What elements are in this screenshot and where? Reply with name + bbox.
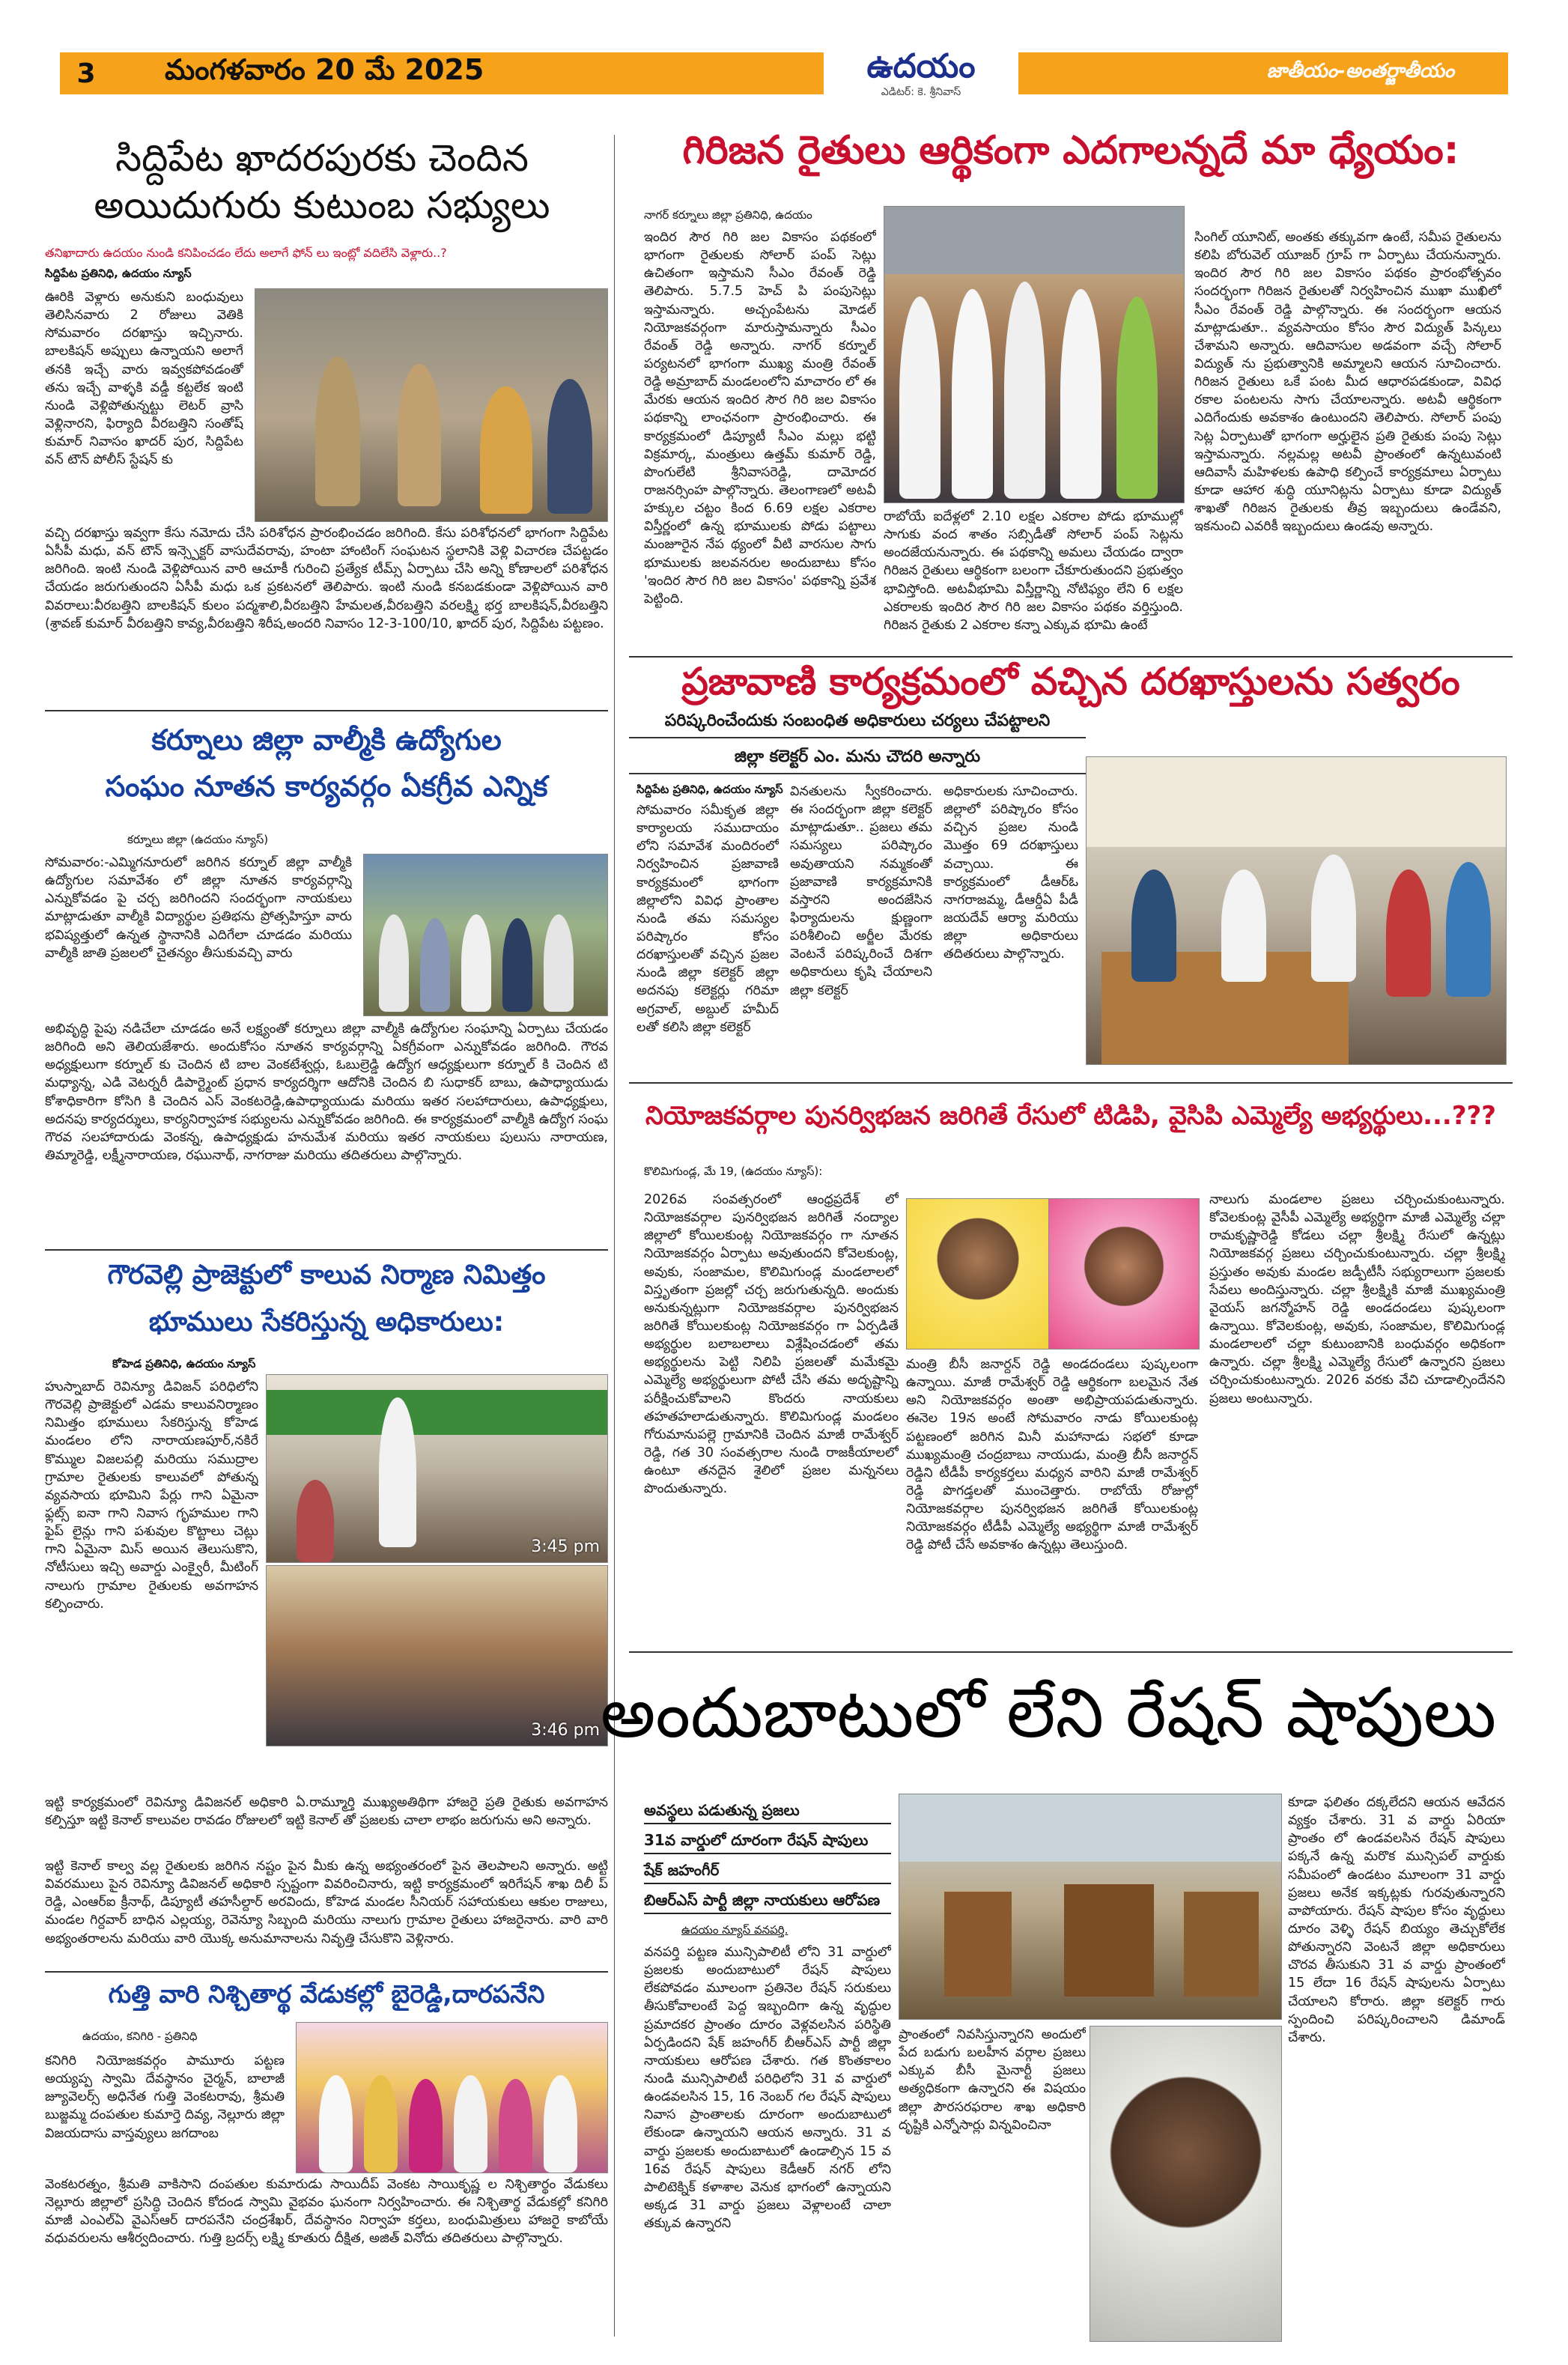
siddipet-photo bbox=[255, 288, 608, 522]
masthead-band-left bbox=[764, 52, 824, 94]
ration-body-col1: వనపర్తి పట్టణ మున్సిపాలిటీ లోని 31 వార్డులో ప్రజలకు అందుబాటులో రేషన్ షాపులు లేకపోవడం మూలంగా ప్రతినెల రేషన్ సరుకులు తీసుకోవాలంటే పెద్ద ఇబ్బందిగా ఉన్న వృద్ధుల ప్రమాదకర ప్రాంతం దూరం వెళ్లవలసిన పరిస్థితి ఏర్పడిందని షేక్ జహంగీర్ బీఆర్ఎస్ పార్టీ జిల్లా నాయకులు ఆరోపణ చేశారు. గత కొంతకాలం నుండి మున్సిపాలిటీ పరిధిలోని 31 వ వార్డులో ఉండవలసిన 15, 16 నెంబర్ గల రేషన్ షాపులు నివాస ప్రాంతాలకు దూరంగా అందుబాటులో లేకుండా ఉన్నాయని ఆయన అన్నారు. 31 వ వార్డు ప్రజలకు అందుబాటులో ఉండాల్సిన 15 వ 16వ రేషన్ షాపులు కెడీఆర్ నగర్ లోని పాలిటెక్నిక్ కళాశాల వెనుక భాగంలో ఉన్నాయని అక్కడ 31 వార్డు ప్రజలు వెళ్లాలంటే చాలా తక్కువ ఉన్నారని bbox=[644, 1945, 891, 2232]
logo-name: ఉదయం bbox=[866, 46, 976, 85]
gouravelli-body-mid: ఇట్టి కార్యక్రమంలో రెవిన్యూ డివిజనల్ అధికారి ఏ.రామ్మూర్తి ముఖ్యఅతిథిగా హాజరై ప్రతి రైతుకు అవగాహన కల్పిస్తూ ఇట్టి కెనాల్ కాలువల రావడం రోజులలో ఇట్టి కెనాల్ తో ప్రజలకు చాలా లాభం జరుగును అని అన్నారు. bbox=[45, 1795, 608, 1829]
prajavani-headline: ప్రజావాణి కార్యక్రమంలో వచ్చిన దరఖాస్తులను సత్వరం bbox=[681, 660, 1460, 703]
prajavani-body-col3: అధికారులకు సూచించారు. జిల్లాలో పరిష్కారం కోసం వచ్చిన ప్రజల నుండి మొత్తం 69 దరఖాస్తులు వచ్చాయి. ఈ కార్యక్రమంలో డీఆర్ఓ నాగరాజమ్మ, డీఆర్డీఏ పీడీ జయదేవ్ ఆర్యా మరియు జిల్లా అధికారులు తదితరులు పాల్గొన్నారు. bbox=[943, 784, 1078, 962]
tdp-candidate-photo-2 bbox=[1048, 1198, 1200, 1350]
gouravelli-photo-2 bbox=[266, 1565, 608, 1746]
gouravelli-headline-line1: గౌరవెల్లి ప్రాజెక్టులో కాలువ నిర్మాణ నిమిత్తం bbox=[107, 1260, 546, 1290]
ration-body-col3: కూడా ఫలితం దక్కలేదని ఆయన ఆవేదన వ్యక్తం చేశారు. 31 వ వార్డు ఏరియా ప్రాంతం లో ఉండవలసిన రేషన్ షాపులు పక్కనే ఉన్న మరొక మున్సిపల్ వార్డుకు సమీపంలో ఉండటం మూలంగా 31 వార్డు ప్రజలు అనేక ఇక్కట్లకు గురవుతున్నారని వాపోయారు. రేషన్ షాపుల కోసం వృద్ధులు దూరం వెళ్ళి రేషన్ బియ్యం తెచ్చుకోలేక పోతున్నారని వెంటనే జిల్లా అధికారులు చొరవ తీసుకుని 31 వ వార్డు ప్రాంతంలో 15 లేదా 16 రేషన్ షాపులను ఏర్పాటు చేయాలని కోరారు. జిల్లా కలెక్టర్ గారు స్పందించి పరిష్కరించాలని డిమాండ్ చేశారు. bbox=[1288, 1795, 1505, 2045]
divider bbox=[629, 656, 1513, 658]
siddipet-subhead: తనిఖాదారు ఉదయం నుండి కనిపించడం లేదు అలాగే ఫోన్ లు ఇంట్లో వదిలేసి వెళ్లారు..? bbox=[45, 246, 447, 260]
girijana-body-col2: రాబోయే ఐదేళ్లలో 2.10 లక్షల ఎకరాల పోడు భూముల్లో సాగుకు వంద శాతం సబ్సిడీతో సోలార్ పంప్ సెట్లను అందజేయనున్నారు. ఈ పథకాన్ని అమలు చేయడం ద్వారా గిరిజన రైతులు ఆర్థికంగా బలంగా చేకూరుతుందని ప్రభుత్వం భావిస్తోంది. అటవీభూమి విస్తీర్ణాన్ని నోటిఫ్యం లేని 6 లక్షల ఎకరాలకు ఇందిర సౌర గిరి జల వికాసం పథకం వర్తిస్తుంది. గిరిజన రైతుకు 2 ఎకరాల కన్నా ఎక్కువ భూమి ఉంటే bbox=[884, 509, 1183, 633]
ration-body-col2: ప్రాంతంలో నివసిస్తున్నారని అందులో పేద బడుగు బలహీన వర్గాల ప్రజలు ఎక్కువ బీసీ మైనార్టీ ప్రజలు అత్యధికంగా ఉన్నారని ఈ విషయం జిల్లా పౌరసరఫరాల శాఖ అధికారి దృష్టికి ఎన్నోసార్లు విన్నవించినా bbox=[899, 2027, 1086, 2133]
siddipet-headline-line1: సిద్దిపేట ఖాదరపురకు చెందిన bbox=[115, 136, 529, 180]
siddipet-body-wide: వచ్చి దరఖాస్తు ఇవ్వగా కేసు నమోదు చేసి పరిశోధన ప్రారంభించడం జరిగింది. కేసు పరిశోధనలో భాగంగా సిద్దిపేట ఏసీపీ మధు, వన్ టౌన్ ఇన్స్పెక్టర్ వాసుదేవరావు, హంటా హాంటింగ్ సంఘటన స్థలానికి వెళ్లి విచారణ చేపట్టడం జరిగింది. ఇంటి నుండి వెళ్లిపోయిన వారి ఆచూకీ గురించి ప్రత్యేక టీమ్స్ ఏర్పాటు చేసి అన్ని కోణాలలో పరిశోధన చేయడం జరుగుతుందని ఏసీపీ మధు ఒక ప్రకటనలో తెలిపారు. ఇంటి నుండి కనబడకుండా వెళ్లిపోయిన వారి వివరాలు:వీరబత్తిని బాలకిషన్ కులం పద్మశాలి,వీరబత్తిని హేమలత,వీరబత్తిని వరలక్ష్మి భర్త బాలకిషన్,వీరబత్తిని (శ్రావణ్ కుమార్ వీరబత్తిని కావ్య,వీరబత్తిని శిరీష,అందరి నివాసం 12-3-100/10, ఖాదర్ పుర, సిద్దిపేట పట్టణం. bbox=[45, 526, 608, 631]
guthi-photo bbox=[296, 2022, 608, 2173]
siddipet-headline-line2: అయిదుగురు కుటుంబ సభ్యులు bbox=[94, 183, 550, 227]
ration-subhead-2: 31వ వార్డులో దూరంగా రేషన్ షాపులు bbox=[644, 1831, 891, 1854]
siddipet-body-col: ఊరికి వెళ్లారు అనుకుని బంధువులు తెలిసినవారు 2 రోజులు వెతికి సోమవారం దరఖాస్తు ఇచ్చినారు. బాలకిషన్ అప్పులు ఉన్నాయని అలాగే తనకి ఇచ్చే వారు ఇవ్వకపోవడంతో తను ఇచ్చే వాళ్ళకి వడ్డీ కట్టలేక ఇంటి నుండి వెళ్లిపోతున్నట్టు లెటర్ వ్రాసి వెళ్లినారని, ఫిర్యాది వీరబత్తిని సంతోష్ కుమార్ నివాసం ఖాదర్ పుర, సిద్దిపేట వన్ టౌన్ పోలీస్ స్టేషన్ కు bbox=[45, 290, 243, 468]
girijana-byline: నాగర్ కర్నూలు జిల్లా ప్రతినిధి, ఉదయం bbox=[644, 208, 812, 222]
page-number: 3 bbox=[60, 52, 112, 94]
issue-date: మంగళవారం 20 మే 2025 bbox=[112, 52, 764, 94]
gouravelli-photo-2-time: 3:46 pm bbox=[531, 1721, 600, 1740]
kurnool-body-col: సోమవారం:-ఎమ్మిగనూరులో జరిగిన కర్నూల్ జిల్లా వాల్మీకి ఉద్యోగుల సమావేశం లో జిల్లా నూతన కార్యవర్గాన్ని ఎన్నుకోవడం పై చర్చ జరిగిందని సందర్భంగా నాయకులు మాట్లాడుతూ వాల్మీకి విద్యార్థుల ప్రతిభను ప్రోత్సహిస్తూ వారు భవిష్యత్తులో ఉన్నత స్థానానికి ఎదిగేలా చూడడం మరియు వాల్మీకి జాతి ప్రజలలో చైతన్యం తీసుకువచ్చి వారు bbox=[45, 855, 352, 961]
column-divider bbox=[614, 135, 615, 2337]
ration-subhead-4: బిఆర్ఎస్ పార్టీ జిల్లా నాయకులు ఆరోపణ bbox=[644, 1891, 891, 1914]
prajavani-photo bbox=[1086, 756, 1507, 1065]
kurnool-photo bbox=[363, 854, 608, 1016]
prajavani-body-col2: వినతులను స్వీకరించారు. ఈ సందర్భంగా జిల్లా కలెక్టర్ మాట్లాడుతూ.. ప్రజలు తమ సమస్యలు పరిష్కారం అవుతాయని నమ్మకంతో ప్రజావాణి కార్యక్రమానికి వస్తారని అందజేసిన ఫిర్యాదులను క్షుణ్ణంగా పరిశీలించి అర్జీల మేరకు వెంటనే పరిష్కరించే దిశగా అధికారులు కృషి చేయాలని జిల్లా కలెక్టర్ bbox=[790, 784, 932, 998]
ration-headline: అందుబాటులో లేని రేషన్ షాపులు bbox=[600, 1673, 1497, 1753]
tdp-byline: కొలిమిగుండ్ల, మే 19, (ఉదయం న్యూస్): bbox=[644, 1165, 823, 1178]
girijana-body-col3: సింగిల్ యూనిట్, అంతకు తక్కువగా ఉంటే, సమీప రైతులను కలిపి బోరువెల్ యూజర్ గ్రూప్ గా ఏర్పాటు చేయనున్నారు. ఇందిర సౌర గిరి జల వికాసం పథకం ప్రారంభోత్సవం సందర్భంగా గిరిజన రైతులతో నిర్వహించిన ముఖా ముఖిలో సీఎం రేవంత్ రెడ్డి పాల్గొన్నారు. ఈ సందర్భంగా ఆయన మాట్లాడుతూ.. వ్యవసాయం కోసం సౌర విద్యుత్ పిన్కలు చేశామని అన్నారు. ఆదివాసుల అడవంగా వచ్చే సోలార్ విద్యుత్ ను ప్రభుత్వానికి అమ్మాలని ఆయన సూచించారు. గిరిజన రైతులు ఒకే పంట మీద ఆధారపడకుండా, వివిధ రకాల పంటలను సాగు చేయాలన్నారు. అటవీ ఆర్థికంగా ఎదిగేందుకు అవకాశం ఉంటుందని తెలిపారు. సోలార్ పంపు సెట్ల ఏర్పాటుతో భాగంగా అర్హులైన ప్రతి రైతుకు పంపు సెట్లు ఇస్తామన్నారు. నల్లమల్ల అటవీ ప్రాంతంలో ఉన్నటువంటి ఆదివాసీ మహిళలకు ఉపాధి కల్పించే కార్యక్రమాలు ఏర్పాటు కూడా ఆహార శుద్ధి యూనిట్లను ఏర్పాటు కూడా విద్యుత్ శాఖతో గిరిజన రైతులకు తీవ్ర ఇబ్బందులు ఉండేవని, ఇకనుంచి ఎవరికీ ఇబ్బందులు ఉండవు అన్నారు. bbox=[1194, 230, 1501, 535]
divider bbox=[45, 1249, 608, 1251]
tdp-body-col1: 2026వ సంవత్సరంలో ఆంధ్రప్రదేశ్ లో నియోజకవర్గాల పునర్విభజన జరిగితే నంద్యాల జిల్లాలో కోయిలకుంట్ల నియోజకవర్గం గా నూతన నియోజకవర్గం ఏర్పాటు అవుతుందని కోవెలకుంట్ల, అవుకు, సంజామల, కొలిమిగుండ్ల మండలాలలో విస్తృతంగా ప్రజల్లో చర్చ జరుగుతున్నది. అందుకు అనుకున్నట్లుగా నియోజకవర్గాల పునర్విభజన జరిగితే కోయిలకుంట్ల నియోజకవర్గం గా ఏర్పడితే అభ్యర్థుల బలాబలాలు విశ్లేషించడంలో తమ అభ్యర్థులను పెట్టి నిలిపి ప్రజలతో మమేకమై ఎమ్మెల్యే అభ్యర్థులుగా పోటీ చేసి తమ అదృష్టాన్ని పరీక్షించుకోవాలని కొందరు నాయకులు తహతహలాడుతున్నారు. కొలిమిగుండ్ల మండలం గోరుమానుపల్లె గ్రామానికి చెందిన మాజీ రామేశ్వర్ రెడ్డి, గత 30 సంవత్సరాల నుండి రాజకీయాలలో ఉంటూ తనదైన శైలిలో ప్రజల మన్ననలు పొందుతున్నారు. bbox=[644, 1192, 899, 1497]
ration-byline: ఉదయం న్యూస్ వనపర్తి. bbox=[681, 1923, 788, 1937]
gouravelli-body-col: హుస్నాబాద్ రెవిన్యూ డివిజన్ పరిధిలోని గౌరవెల్లి ప్రాజెక్టులో ఎడమ కాలువనిర్మాణం నిమిత్తం భూములు సేకరిస్తున్న కోహెడ మండలం లోని నారాయణపూర్,నకిరే కొమ్ముల విజలపల్లి మరియు సముద్రాల గ్రామాల రైతులకు కాలువలో పోతున్న వ్యవసాయ భూమిని పేర్లు గాని ఏమైనా ఫ్లట్స్ ఐనా గాని నివాస గృహముల గాని ఫైప్ లైన్లు గాని పశువుల కొట్టాలు చెట్లు గాని ఏమైనా మిస్ అయిన తెలుసుకొని, నోటీసులు ఇచ్చి అవార్డు ఎంక్వైరీ, మీటింగ్ నాలుగు గ్రామాల రైతులకు అవగాహన కల్పించారు. bbox=[45, 1379, 258, 1612]
girijana-headline: గిరిజన రైతులు ఆర్థికంగా ఎదగాలన్నదే మా ధ్యేయం: bbox=[682, 128, 1459, 173]
tdp-headline: నియోజకవర్గాల పునర్విభజన జరిగితే రేసులో టిడిపి, వైసిపి ఎమ్మెల్యే అభ్యర్థులు...??? bbox=[645, 1101, 1497, 1131]
kurnool-headline-line2: సంఘం నూతన కార్యవర్గం ఏకగ్రీవ ఎన్నిక bbox=[105, 769, 548, 803]
guthi-body-wide: వెంకటరత్నం, శ్రీమతి వాకిసాని దంపతుల కుమారుడు సాయిదీప్ వెంకట సాయికృష్ణ ల నిశ్చితార్థం వేడుకలు నెల్లూరు జిల్లాలో ప్రసిద్ధి చెందిన కోదండ స్వామి వైభవం ఘనంగా నిర్వహించారు. ఈ నిశ్చితార్థ వేడుకల్లో కనిగిరి మాజీ ఎంఎల్ఏ వైఎస్ఆర్ దారపనేని చంద్రశేఖర్, దేవస్థానం నిర్వాహ కర్తలు, బంధుమిత్రులు హాజరై కాబోయే వధువరులను ఆశీర్వదించారు. గుత్తి బ్రదర్స్ లక్ష్మి కూతురు దీక్షిత, అజిత్ వినోదు తదితరులు పాల్గొన్నారు. bbox=[45, 2177, 608, 2247]
gouravelli-headline bbox=[45, 1258, 608, 1339]
prajavani-body-col1: సోమవారం సమీకృత జిల్లా కార్యాలయ సముదాయం లోని సమావేశ మందిరంలో నిర్వహించిన ప్రజావాణి కార్యక్రమంలో భాగంగా జిల్లాలోని వివిధ ప్రాంతాల నుండి తమ సమస్యల పరిష్కారం కోసం దరఖాస్తులతో వచ్చిన ప్రజల నుండి జిల్లా కలెక్టర్ జిల్లా అదనపు కలెక్టర్లు గరిమా అగ్రవాల్, అబ్దుల్ హమీద్ లతో కలిసి జిల్లా కలెక్టర్ bbox=[636, 803, 779, 1035]
prajavani-subhead-1: పరిష్కరించేందుకు సంబంధిత అధికారులు చర్యలు చేపట్టాలని bbox=[629, 711, 1086, 738]
siddipet-byline: సిద్దిపేట ప్రతినిధి, ఉదయం న్యూస్ bbox=[45, 267, 192, 280]
kurnool-headline bbox=[45, 723, 608, 804]
prajavani-byline: సిద్దిపేట ప్రతినిధి, ఉదయం న్యూస్ bbox=[636, 783, 783, 796]
ration-shop-photo bbox=[899, 1794, 1282, 2020]
section-title: జాతీయం-అంతర్జాతీయం bbox=[1213, 52, 1508, 94]
ration-subhead-3: షేక్ జహంగీర్ bbox=[644, 1861, 891, 1884]
divider bbox=[45, 710, 608, 711]
prajavani-subhead-2: జిల్లా కలెక్టర్ ఎం. మను చౌదరి అన్నారు bbox=[629, 747, 1086, 774]
divider bbox=[629, 1082, 1513, 1084]
ration-subhead-1: అవస్థలు పడుతున్న ప్రజలు bbox=[644, 1801, 891, 1824]
gouravelli-photo-1-time: 3:45 pm bbox=[531, 1537, 600, 1556]
divider bbox=[629, 1651, 1513, 1653]
girijana-body-col1: ఇందిర సౌర గిరి జల వికాసం పథకంలో భాగంగా రైతులకు సోలార్ పంప్ సెట్లు ఉచితంగా ఇస్తామని సీఎం రేవంత్ రెడ్డి తెలిపారు. 5.7.5 హెచ్ పి పంపుసెట్లు ఇస్తామన్నారు. అచ్చంపేటను మోడల్ నియోజకవర్గంగా మారుస్తామన్నారు సీఎం రేవంత్ రెడ్డి అన్నారు. నాగర్ కర్నూల్ పర్యటనలో భాగంగా ముఖ్య మంత్రి రేవంత్ రెడ్డి అమ్రాబాద్ మండలంలోని మాచారం లో ఈ మేరకు ఆయన ఇందిర సౌర గిరి జల వికాసం పథకాన్ని లాంఛనంగా ప్రారంభించారు. ఈ కార్యక్రమంలో డిప్యూటీ సీఎం మల్లు భట్టి విక్రమార్క, మంత్రులు ఉత్తమ్ కుమార్ రెడ్డి, పొంగులేటి శ్రీనివాసరెడ్డి, దామోదర రాజనర్సింహ పాల్గొన్నారు. తెలంగాణలో అటవీ హక్కుల చట్టం కింద 6.69 లక్షల ఎకరాల విస్తీర్ణంలో ఉన్న భూములకు పోడు పట్టాలు మంజూరైన నేప థ్యంలో వీటి వారసుల సాగు భూములకు జలవనరుల అందుబాటు కోసం 'ఇందిర సౌర గిరి జల వికాసం' పథకాన్ని ప్రవేశ పెట్టింది. bbox=[644, 230, 876, 607]
kurnool-byline: కర్నూలు జిల్లా (ఉదయం న్యూస్) bbox=[127, 833, 269, 846]
gouravelli-photo-1 bbox=[266, 1374, 608, 1563]
newspaper-logo bbox=[824, 45, 1018, 105]
tdp-body-col3: నాలుగు మండలాల ప్రజలు చర్చించుకుంటున్నారు. కోవెలకుంట్ల వైసీపీ ఎమ్మెల్యే అభ్యర్థిగా మాజీ ఎమ్మెల్యే చల్లా రామకృష్ణారెడ్డి కోడలు చల్లా శ్రీలక్ష్మి రేసులో ఉన్నట్లు నియోజకవర్గ ప్రజలు చర్చించుకుంటున్నారు. చల్లా శ్రీలక్ష్మి ప్రస్తుతం అవుకు మండల జడ్పీటీసీ సభ్యురాలుగా ప్రజలకు సేవలు అందిస్తున్నారు. చల్లా శ్రీలక్ష్మికి మాజీ ముఖ్యమంత్రి వైయస్ జగన్మోహన్ రెడ్డి అండదండలు పుష్కలంగా ఉన్నాయి. కోవెలకుంట్ల, అవుకు, సంజామల, కొలిమిగుండ్ల మండలాలలో చల్లా కుటుంబానికి బంధువర్గం అధికంగా ఉన్నారు. చల్లా శ్రీలక్ష్మి ఎమ్మెల్యే రేసులో ఉన్నారని ప్రజలు చర్చించుకుంటున్నారు. 2026 వరకు వేచి చూడాల్సిందేనని ప్రజలు అంటున్నారు. bbox=[1209, 1192, 1505, 1406]
gouravelli-headline-line2: భూములు సేకరిస్తున్న అధికారులు: bbox=[148, 1307, 505, 1338]
gouravelli-body-wide: ఇట్టి కెనాల్ కాల్వ వల్ల రైతులకు జరిగిన నష్టం పైన మీకు ఉన్న అభ్యంతరంలో పైన తెలపాలని అన్నారు. అట్టి వివరములు పైన రెవిన్యూ డివిజనల్ అధికారి స్పష్టంగా వివరించినారు, ఇట్టి కార్యక్రమంలో ఇరిగేషన్ శాఖ దిలీ ప్ రెడ్డి, ఎంఆర్ఐ క్రీనాథ్, డిప్యూటీ తహసీల్దార్ అరవిందు, కోహెడ మండల సీనియర్ సహాయకులు ఆకుల రాజులు, మండల గిర్దవార్ బాధిన ఎల్లయ్య, రెవెన్యూ సిబ్బంది మరియు నాలుగు గ్రామాల రైతులు హాజరైనారు. వారి వారి అభ్యంతరాలను మరియు వారి యొక్క అనుమానాలను నివృత్తి చేసుకొని వెళ్లినారు. bbox=[45, 1859, 608, 1946]
kurnool-headline-line1: కర్నూలు జిల్లా వాల్మీకి ఉద్యోగుల bbox=[151, 723, 502, 756]
guthi-byline: ఉదయం, కనిగిరి - ప్రతినిధి bbox=[82, 2029, 198, 2043]
logo-tagline: ఎడిటర్: కె. శ్రీనివాస్ bbox=[881, 85, 961, 98]
kurnool-body-wide: అభివృద్ధి పైపు నడిచేలా చూడడం అనే లక్ష్యంతో కర్నూలు జిల్లా వాల్మీకి ఉద్యోగుల సంఘాన్ని ఏర్పాటు చేయడం జరిగింది అని తెలియజేశారు. అందుకోసం నూతన కార్యవర్గాన్ని ఏకగ్రీవంగా ఎన్నుకోవడం జరిగింది. గౌరవ అధ్యక్షులుగా కర్నూల్ కు చెందిన టి బాల వెంకటేశ్వర్లు, ఓబుల్రెడ్డి ఉద్యోగ ఆధ్యక్షులుగా కర్నూల్ కి చెందిన టి మధ్యాన్న, ఎడి వెటర్నరీ డిపార్ట్మెంట్ ప్రధాన కార్యదర్శిగా ఆదోనికి చెందిన బి సుధాకర్ బాబు, ఉపాధ్యాయుడు కోశాధికారిగా కోసిగి కి చెందిన ఎస్ వెంకటరెడ్డి,ఉపాధ్యాయుడు మరియు ఇతర సలహాదారులు, ఉపాధ్యక్షులు, అదనపు కార్యదర్శులు, కార్యనిర్వాహక సభ్యులను ఎన్నుకోవడం జరిగింది. ఈ కార్యక్రమంలో వాల్మీకి ఉద్యోగ సంఘ గౌరవ సలహాదారుడు వెంకన్న, ఉపాధ్యక్షుడు హనుమేశ మరియు ఇతర నాయకులు పులుసు నారాయణ, తిమ్మారెడ్డి, లక్ష్మీనారాయణ, రఘునాథ్, నాగరాజు మరియు తదితరులు పాల్గొన్నారు. bbox=[45, 1021, 608, 1163]
masthead-band-right bbox=[1018, 52, 1213, 94]
guthi-body-col: కనిగిరి నియోజకవర్గం పామూరు పట్టణ అయ్యప్ప స్వామి దేవస్థానం చైర్మన్, బాలాజీ జ్యూవెలర్స్ అధినేత గుత్తి వెంకటరావు, శ్రీమతి బుజ్జమ్మ దంపతుల కుమార్తె దివ్య, నెల్లూరు జిల్లా విజయదాసు వాస్తవ్యులు జగదాంబ bbox=[45, 2053, 285, 2141]
tdp-body-col2: మంత్రి బీసీ జనార్దన్ రెడ్డి అండదండలు పుష్కలంగా ఉన్నాయి. మాజీ రామేశ్వర్ రెడ్డి ఆర్థికంగా బలమైన నేత అని నియోజకవర్గం అంతా అభిప్రాయపడుతున్నారు. ఈనెల 19న అంటే సోమవారం నాడు కోయిలకుంట్ల పట్టణంలో జరిగిన మినీ మహానాడు సభలో కూడా ముఖ్యమంత్రి చంద్రబాబు నాయుడు, మంత్రి బీసీ జనార్దన్ రెడ్డిని టీడీపీ కార్యకర్తలు మధ్యన వారిని మాజీ రామేశ్వర్ రెడ్డి పొగడ్తలతో ముంచెత్తారు. రాబోయే రోజుల్లో నియోజకవర్గాల పునర్విభజన జరిగితే కోయిలకుంట్ల నియోజకవర్గం టీడీపీ ఎమ్మెల్యే అభ్యర్థిగా మాజీ రామేశ్వర్ రెడ్డి పోటీ చేసే అవకాశం ఉన్నట్లు తెలుస్తుంది. bbox=[906, 1357, 1198, 1553]
ration-leader-photo bbox=[1090, 2026, 1282, 2342]
gouravelli-byline: కోహెడ ప్రతినిధి, ఉదయం న్యూస్ bbox=[112, 1357, 256, 1370]
tdp-candidate-photo-1 bbox=[906, 1198, 1050, 1350]
girijana-photo bbox=[884, 206, 1185, 503]
siddipet-headline bbox=[45, 135, 599, 228]
guthi-headline: గుత్తి వారి నిశ్చితార్థ వేడుకల్లో బైరెడ్డి,దారపనేని bbox=[108, 1979, 545, 2009]
divider bbox=[45, 1971, 608, 1973]
